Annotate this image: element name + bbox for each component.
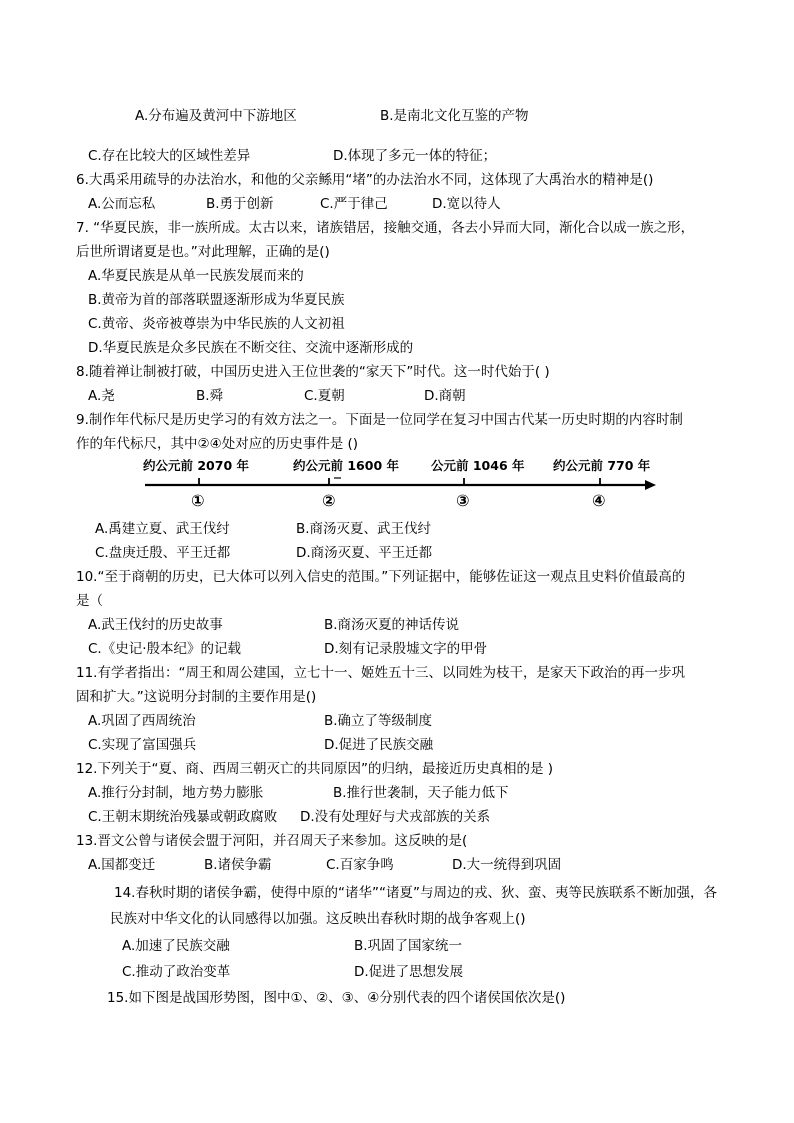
timeline-label-1: 约公元前 2070 年 bbox=[143, 458, 249, 473]
q10-stem-line1: 10.“至于商朝的历史，已大体可以列入信史的范围。”下列证据中，能够佐证这一观点且史料价值最高的 bbox=[76, 569, 686, 585]
timeline-marker-1: ① bbox=[191, 491, 205, 510]
q5-option-c: C.存在比较大的区域性差异 bbox=[88, 148, 251, 164]
q7-option-d: D.华夏民族是众多民族在不断交往、交流中逐渐形成的 bbox=[88, 340, 414, 356]
q7-option-c: C.黄帝、炎帝被尊崇为中华民族的人文初祖 bbox=[88, 316, 345, 332]
q6-option-b: B.勇于创新 bbox=[206, 196, 274, 212]
q10-option-d: D.刻有记录殷墟文字的甲骨 bbox=[324, 641, 488, 657]
timeline-marker-2: ② bbox=[322, 491, 336, 510]
q8-option-d: D.商朝 bbox=[424, 388, 466, 404]
q11-option-c: C.实现了富国强兵 bbox=[88, 737, 197, 753]
timeline-arrow bbox=[645, 480, 656, 490]
q9-option-c: C.盘庚迁殷、平王迁都 bbox=[95, 545, 231, 561]
q11-option-a: A.巩固了西周统治 bbox=[88, 713, 196, 729]
timeline-marker-3: ③ bbox=[456, 491, 470, 510]
q9-stem-line1: 9.制作年代标尺是历史学习的有效方法之一。下面是一位同学在复习中国古代某一历史时期的内容时制 bbox=[76, 412, 683, 428]
q11-stem-line1: 11.有学者指出：“周王和周公建国，立七十一、姬姓五十三、以同姓为枝干，是家天下政治的再一步巩 bbox=[76, 665, 685, 681]
q7-option-b: B.黄帝为首的部落联盟逐渐形成为华夏民族 bbox=[88, 292, 345, 308]
q12-option-b: B.推行世袭制，天子能力低下 bbox=[333, 785, 509, 801]
q13-option-a: A.国都变迁 bbox=[88, 857, 156, 873]
q11-option-b: B.确立了等级制度 bbox=[324, 713, 433, 729]
q5-option-a: A.分布遍及黄河中下游地区 bbox=[135, 108, 297, 124]
q9-stem-line2: 作的年代标尺，其中②④处对应的历史事件是 () bbox=[76, 436, 359, 452]
timeline-marker-4: ④ bbox=[592, 491, 606, 510]
q7-stem-line1: 7. “华夏民族，非一族所成。太古以来，诸族错居，接触交通，各去小异而大同，渐化合以成一族之形， bbox=[76, 220, 695, 236]
q14-stem-line2: 民族对中华文化的认同感得以加强。这反映出春秋时期的战争客观上() bbox=[110, 911, 526, 927]
q12-option-a: A.推行分封制，地方势力膨胀 bbox=[88, 785, 264, 801]
q14-option-b: B.巩固了国家统一 bbox=[354, 938, 463, 954]
timeline-label-4: 约公元前 770 年 bbox=[553, 458, 651, 473]
q14-option-d: D.促进了思想发展 bbox=[354, 964, 464, 980]
q9-option-d: D.商汤灭夏、平王迁都 bbox=[296, 545, 433, 561]
timeline-label-2: 约公元前 1600 年 bbox=[293, 458, 399, 473]
q8-option-b: B.舜 bbox=[196, 388, 224, 404]
q9-option-a: A.禹建立夏、武王伐纣 bbox=[95, 521, 230, 537]
q6-stem: 6.大禹采用疏导的办法治水，和他的父亲鲧用“堵”的办法治水不同，这体现了大禹治水的精神是() bbox=[76, 172, 654, 188]
q12-option-d: D.没有处理好与犬戎部族的关系 bbox=[300, 809, 491, 825]
q9-option-b: B.商汤灭夏、武王伐纣 bbox=[296, 521, 432, 537]
q8-option-c: C.夏朝 bbox=[304, 388, 345, 404]
q14-option-a: A.加速了民族交融 bbox=[122, 938, 230, 954]
q10-option-a: A.武王伐纣的历史故事 bbox=[88, 617, 223, 633]
q7-stem-line2: 后世所谓诸夏是也。”对此理解，正确的是() bbox=[76, 244, 330, 260]
q15-stem: 15.如下图是战国形势图，图中①、②、③、④分别代表的四个诸侯国依次是() bbox=[107, 990, 566, 1006]
q14-option-c: C.推动了政治变革 bbox=[122, 964, 231, 980]
q13-option-d: D.大一统得到巩固 bbox=[452, 857, 562, 873]
q10-stem-line2: 是（ bbox=[76, 593, 103, 609]
q11-stem-line2: 固和扩大。”这说明分封制的主要作用是() bbox=[76, 689, 317, 705]
q6-option-a: A.公而忘私 bbox=[88, 196, 156, 212]
q6-option-d: D.宽以待人 bbox=[432, 196, 501, 212]
q12-stem: 12.下列关于“夏、商、西周三朝灭亡的共同原因”的归纳，最接近历史真相的是 ) bbox=[76, 761, 554, 777]
q14-stem-line1: 14.春秋时期的诸侯争霸，使得中原的“诸华”“诸夏”与周边的戎、狄、蛮、夷等民族联系不断加强，各 bbox=[114, 885, 717, 901]
timeline-label-3: 公元前 1046 年 bbox=[431, 458, 525, 473]
q8-stem: 8.随着禅让制被打破，中国历史进入王位世袭的“家天下”时代。这一时代始于( ) bbox=[76, 364, 550, 380]
q8-option-a: A.尧 bbox=[88, 388, 115, 404]
q12-option-c: C.王朝末期统治残暴或朝政腐败 bbox=[88, 809, 278, 825]
q5-option-d: D.体现了多元一体的特征； bbox=[333, 148, 497, 164]
q10-option-b: B.商汤灭夏的神话传说 bbox=[324, 617, 460, 633]
q10-option-c: C.《史记·殷本纪》的记载 bbox=[88, 641, 242, 657]
q7-option-a: A.华夏民族是从单一民族发展而来的 bbox=[88, 268, 304, 284]
q11-option-d: D.促进了民族交融 bbox=[324, 737, 434, 753]
q6-option-c: C.严于律己 bbox=[320, 196, 388, 212]
q13-option-b: B.诸侯争霸 bbox=[204, 857, 272, 873]
q13-option-c: C.百家争鸣 bbox=[326, 857, 394, 873]
q5-option-b: B.是南北文化互鉴的产物 bbox=[380, 108, 529, 124]
q13-stem: 13.晋文公曾与诸侯会盟于河阳，并召周天子来参加。这反映的是( bbox=[76, 833, 468, 849]
